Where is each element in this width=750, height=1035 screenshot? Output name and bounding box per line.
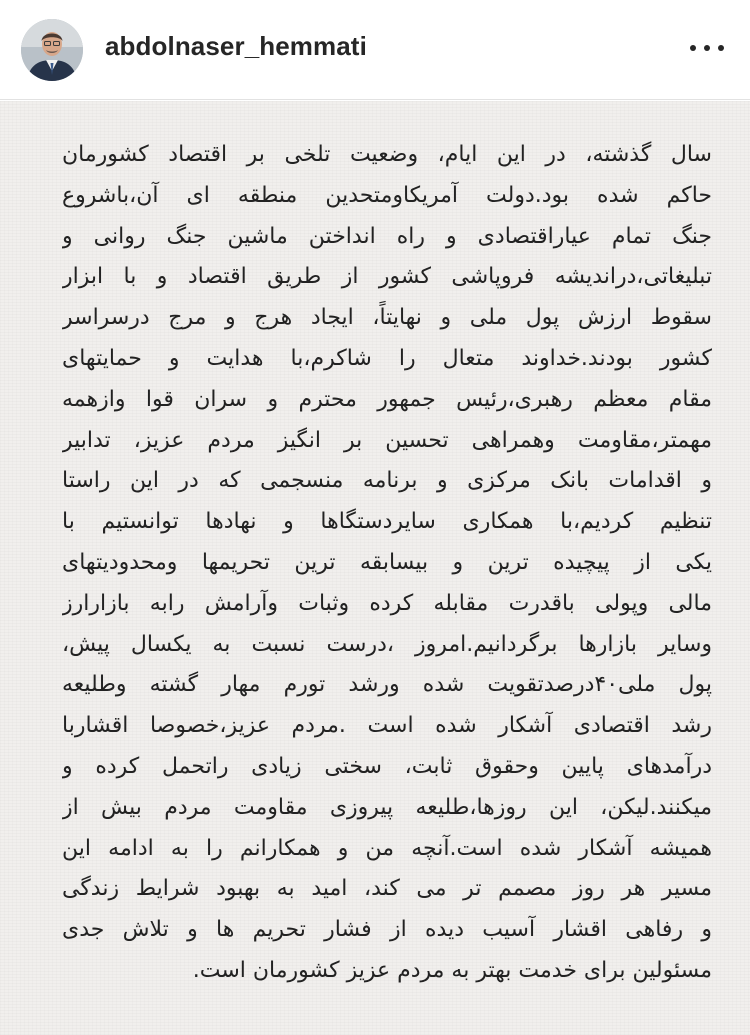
text-line: وسایر بازارها برگردانیم.امروز ،درست نسبت به یکسال پیش، [62, 631, 712, 657]
post-header [0, 0, 750, 100]
text-line: مقام معظم رهبری،رئیس جمهور محترم و سران قوا وازهمه [62, 386, 712, 412]
post-text [62, 135, 712, 992]
profile-photo-icon [21, 19, 83, 81]
text-line: همیشه آشکار شده است.آنچه من و همکارانم را به ادامه این [62, 835, 712, 861]
text-line: مسئولین برای خدمت بهتر به مردم عزیز کشورمان است. [192, 957, 712, 983]
text-line: تنظیم کردیم،با همکاری سایردستگاها و نهادها توانستیم با [62, 509, 712, 535]
avatar[interactable] [21, 19, 83, 81]
more-options-icon[interactable] [690, 38, 724, 58]
text-line: رشد اقتصادی آشکار شده است .مردم عزیز،خصوصا اقشاربا [62, 713, 712, 739]
text-line: و اقدامات بانک مرکزی و برنامه منسجمی که در این راستا [62, 468, 712, 494]
text-line: یکی از پیچیده ترین و بیسابقه ترین تحریمها ومحدودیتهای [62, 549, 712, 575]
username[interactable]: abdolnaser_hemmati [105, 31, 367, 61]
dot-icon [690, 45, 696, 51]
text-line: مهمتر،مقاومت وهمراهی تحسین بر انگیز مردم عزیز، تدابیر [62, 427, 712, 453]
dot-icon [718, 45, 724, 51]
text-line: و رفاهی اقشار آسیب دیده از فشار تحریم ها و تلاش جدی [62, 917, 712, 943]
post-image[interactable] [0, 101, 750, 1035]
text-line: جنگ تمام عیاراقتصادی و راه انداختن ماشین جنگ روانی و [62, 223, 712, 249]
text-line: سقوط ارزش پول ملی و نهایتاً، ایجاد هرج و مرج درسراسر [62, 305, 712, 331]
text-line: مسیر هر روز مصمم تر می کند، امید به بهبود شرایط زندگی [62, 876, 712, 902]
text-line: تبلیغاتی،دراندیشه فروپاشی کشور از طریق اقتصاد و با ابزار [62, 264, 712, 290]
text-line: میکنند.لیکن، این روزها،طلیعه پیروزی مقاومت مردم بیش از [62, 794, 712, 820]
text-line: درآمدهای پایین وحقوق ثابت، سختی زیادی راتحمل کرده و [62, 753, 712, 779]
text-line: کشور بودند.خداوند متعال را شاکرم،با هدایت و حمایتهای [62, 345, 712, 371]
text-line: حاکم شده بود.دولت آمریکاومتحدین منطقه ای آن،باشروع [62, 182, 712, 208]
text-line: پول ملی۴۰درصدتقویت شده ورشد تورم مهار گشته وطلیعه [62, 672, 712, 698]
text-line: سال گذشته، در این ایام، وضعیت تلخی بر اقتصاد کشورمان [62, 142, 712, 167]
text-line: مالی وپولی باقدرت مقابله کرده وثبات وآرامش رابه بازارارز [62, 590, 712, 616]
dot-icon [704, 45, 710, 51]
